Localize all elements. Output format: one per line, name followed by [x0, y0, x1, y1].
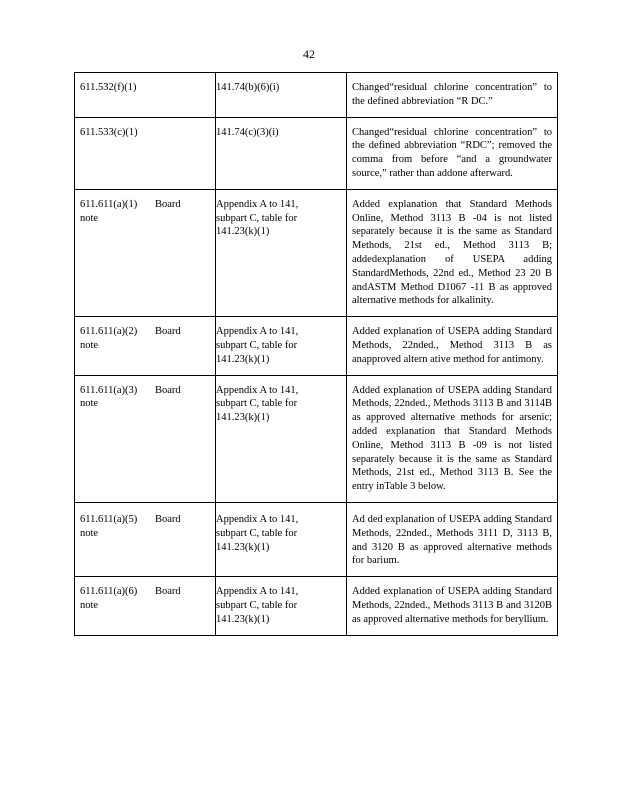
section-cell [75, 317, 216, 375]
note-cell: Added explanation that Standard Methods Online, Method 3113 B -04 is not listed separately because it is the same as Standard Methods, 21st ed., Method 3113 B; addedexplanation of USEPA adding StandardMethods, 22nd ed., Method 23 20 B andASTM Method D1067 -11 B as approved alternative methods for alkalinity. [347, 189, 558, 316]
section-id: 611.611(a)(1) note [80, 198, 138, 224]
source-cell [216, 317, 347, 375]
table-row [75, 117, 558, 189]
source-cell [216, 502, 347, 576]
source-reference: Appendix A to 141, subpart C, table for 141.23(k)(1) [216, 326, 299, 365]
note-cell: Added explanation of USEPA adding Standard Methods, 22nded., Method 3113 B as anapproved altern ative method for antimony. [347, 317, 558, 375]
section-id: 611.532(f)(1) [80, 82, 137, 93]
section-cell [75, 189, 216, 316]
section-id: 611.611(a)(3) note [80, 384, 138, 410]
section-id: 611.533(c)(1) [80, 126, 138, 138]
section-id: 611.611(a)(6) note [80, 586, 138, 611]
note-cell: Added explanation of USEPA adding Standard Methods, 22nded., Methods 3113 B and 3114B as approved alternative methods for arsenic; added explanation that Standard Methods Online, Method 3113 B -09 is not listed separately because it is the same as Standard Methods, 21st ed., Method 3113 B. See the entry inTable 3 below. [347, 375, 558, 502]
source-cell [216, 117, 347, 189]
board-label: Board [155, 586, 181, 598]
table-row [75, 502, 558, 576]
note-cell: Ad ded explanation of USEPA adding Standard Methods, 22nded., Methods 3111 D, 3113 B, and 3120 B as approved alternative methods for barium. [347, 502, 558, 576]
board-label: Board [155, 198, 181, 210]
board-label: Board [155, 384, 181, 396]
source-cell [216, 375, 347, 502]
source-reference: Appendix A to 141, subpart C, table for 141.23(k)(1) [216, 198, 299, 238]
source-cell [216, 189, 347, 316]
table-row [75, 189, 558, 316]
source-reference: 141.74(b)(6)(i) [216, 82, 280, 93]
section-cell [75, 502, 216, 576]
table-row [75, 375, 558, 502]
note-cell: Changed“residual chlorine concentration” to the defined abbreviation “R DC.” [347, 73, 558, 118]
source-reference: 141.74(c)(3)(i) [216, 126, 279, 138]
note-cell: Changed“residual chlorine concentration” to the defined abbreviation “RDC”; removed the comma from before “and a groundwater source,” rather than addone afterward. [347, 117, 558, 189]
section-cell [75, 577, 216, 635]
table-row [75, 577, 558, 635]
table-row [75, 317, 558, 375]
source-reference: Appendix A to 141, subpart C, table for 141.23(k)(1) [216, 384, 299, 424]
amendments-table [74, 72, 558, 636]
section-cell [75, 375, 216, 502]
table-row [75, 73, 558, 118]
source-reference: Appendix A to 141, subpart C, table for 141.23(k)(1) [216, 513, 299, 553]
section-cell [75, 73, 216, 118]
note-cell: Added explanation of USEPA adding Standard Methods, 22nded., Methods 3113 B and 3120B as approved alternative methods for beryllium. [347, 577, 558, 635]
page-number: 42 [303, 47, 315, 61]
board-label: Board [155, 513, 181, 525]
section-id: 611.611(a)(5) note [80, 513, 138, 539]
section-id: 611.611(a)(2) note [80, 326, 138, 351]
source-cell [216, 73, 347, 118]
source-reference: Appendix A to 141, subpart C, table for 141.23(k)(1) [216, 586, 299, 625]
source-cell [216, 577, 347, 635]
section-cell [75, 117, 216, 189]
board-label: Board [155, 326, 181, 338]
